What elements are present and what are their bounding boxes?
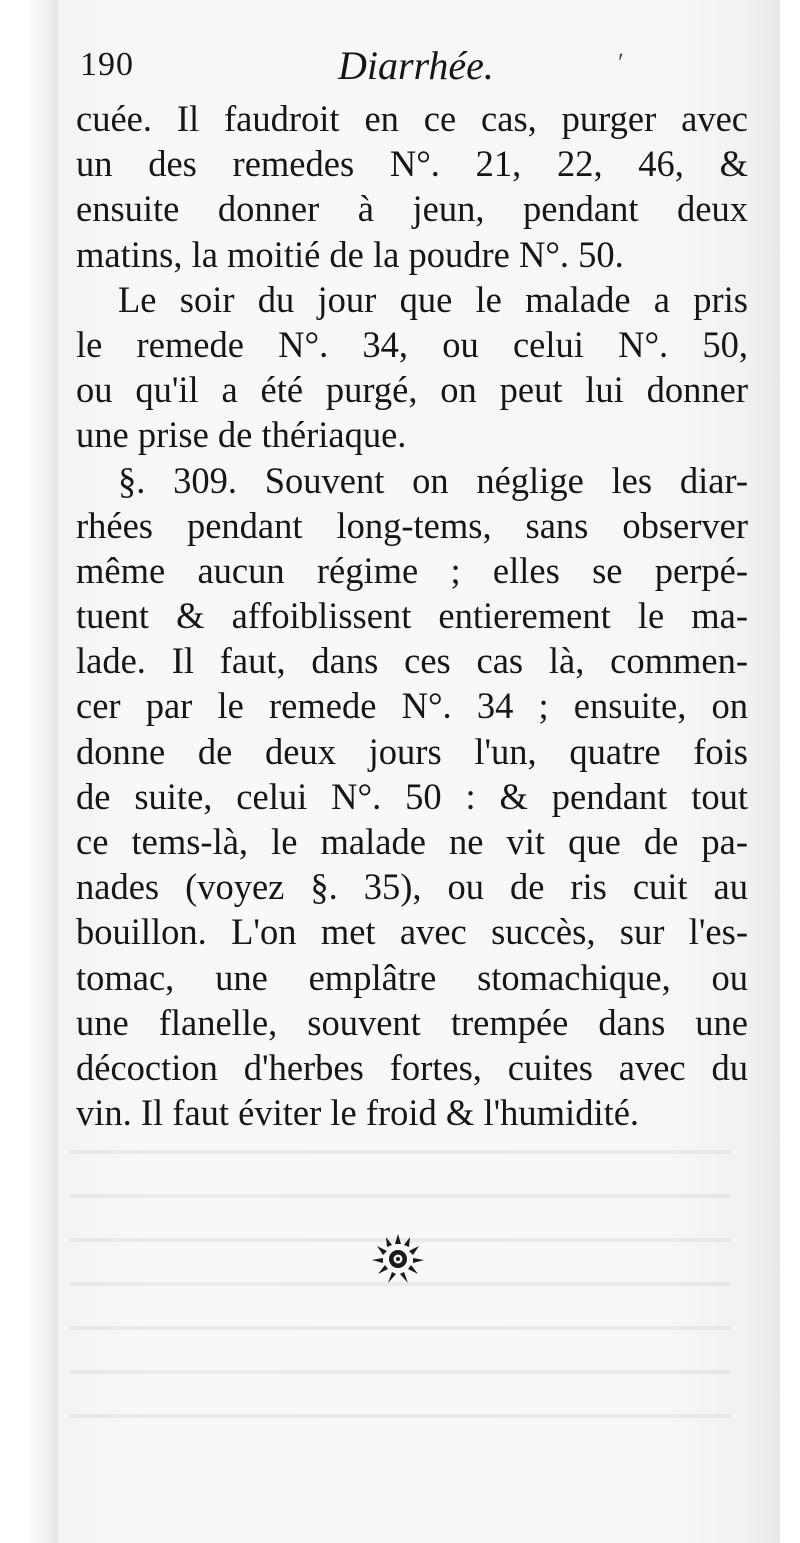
text-line: nades (voyez §. 35), ou de ris cuit au: [76, 866, 748, 908]
text-line: même aucun régime ; elles se perpé-: [76, 549, 748, 591]
running-head: [80, 42, 740, 92]
printers-fleuron-ornament-icon: [370, 1232, 426, 1286]
text-line: lade. Il faut, dans ces cas là, commen-: [76, 640, 748, 682]
text-line: Le soir du jour que le malade a pris: [118, 278, 748, 320]
page-number: 190: [80, 46, 134, 83]
text-line: le remede N°. 34, ou celui N°. 50,: [76, 323, 748, 365]
text-line: matins, la moitié de la poudre N°. 50.: [76, 233, 624, 275]
text-line: un des remedes N°. 21, 22, 46, &: [76, 143, 748, 185]
section-start-line: §. 309. Souvent on néglige les diar-: [118, 459, 748, 501]
text-line: tomac, une emplâtre stomachique, ou: [76, 956, 748, 998]
running-title: Diarrhée.: [338, 43, 494, 88]
text-line: vin. Il faut éviter le froid & l'humidité.: [76, 1092, 640, 1134]
text-line: ou qu'il a été purgé, on peut lui donner: [76, 369, 748, 411]
text-line: une prise de thériaque.: [76, 414, 407, 456]
text-line: cuée. Il faudroit en ce cas, purger avec: [76, 98, 748, 139]
head-mark: ʹ: [618, 48, 624, 77]
text-line: ensuite donner à jeun, pendant deux: [76, 188, 748, 230]
text-line: une flanelle, souvent trempée dans une: [76, 1001, 748, 1043]
text-line: bouillon. L'on met avec succès, sur l'es-: [76, 911, 748, 953]
text-line: décoction d'herbes fortes, cuites avec du: [76, 1046, 748, 1088]
text-line: cer par le remede N°. 34 ; ensuite, on: [76, 685, 748, 727]
body-text: [76, 96, 748, 1135]
text-line: rhées pendant long-tems, sans observer: [76, 504, 748, 546]
text-line: de suite, celui N°. 50 : & pendant tout: [76, 775, 748, 817]
page-gutter-shadow: [28, 0, 58, 1543]
text-line: ce tems-là, le malade ne vit que de pa-: [76, 821, 748, 862]
text-line: donne de deux jours l'un, quatre fois: [76, 730, 748, 772]
text-line: tuent & affoiblissent entierement le ma-: [76, 595, 748, 637]
